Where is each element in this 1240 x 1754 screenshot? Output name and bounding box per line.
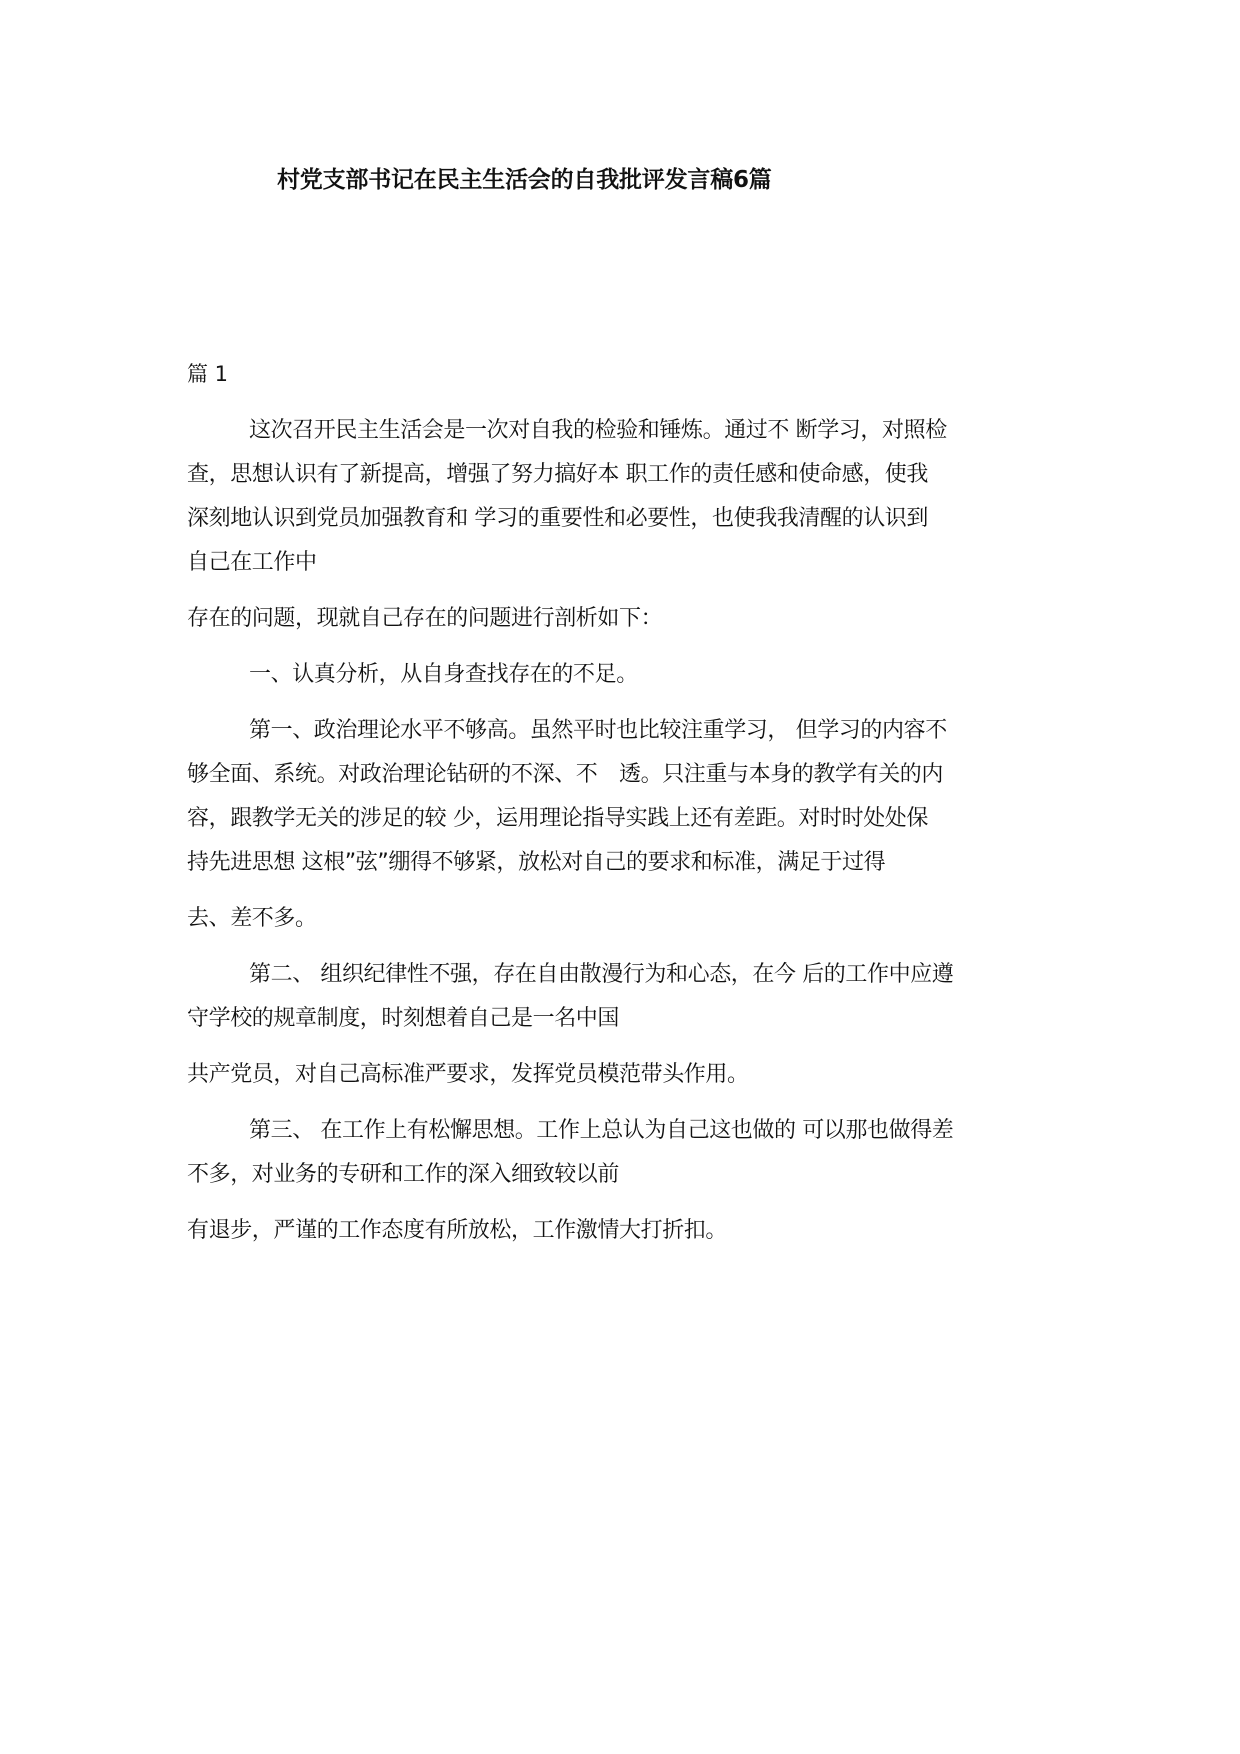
- paragraph-line: 去、差不多。: [187, 906, 317, 931]
- paragraph-line: 共产党员，对自己高标准严要求，发挥党员模范带头作用。: [187, 1062, 749, 1087]
- paragraph-line: 持先进思想 这根”弦”绷得不够紧，放松对自己的要求和标准，满足于过得: [187, 850, 886, 875]
- paragraph-line: 查，思想认识有了新提高，增强了努力搞好本 职工作的责任感和使命感，使我: [187, 462, 928, 487]
- paragraph-first-point-continuation: [187, 897, 1032, 941]
- paragraph-line: 一、认真分析，从自身查找存在的不足。: [249, 662, 638, 687]
- paragraph-line: 第三、 在工作上有松懈思想。工作上总认为自己这也做的 可以那也做得差: [249, 1118, 954, 1143]
- paragraph-continuation: [187, 597, 1032, 641]
- paragraph-line: 这次召开民主生活会是一次对自我的检验和锤炼。通过不 断学习，对照检: [249, 418, 947, 443]
- paragraph-line: 有退步，严谨的工作态度有所放松，工作激情大打折扣。: [187, 1218, 728, 1243]
- paragraph-second-point-continuation: [187, 1053, 1032, 1097]
- paragraph-line: 存在的问题，现就自己存在的问题进行剖析如下：: [187, 606, 663, 631]
- paragraph-third-point-continuation: [187, 1209, 1032, 1253]
- document-title: 村党支部书记在民主生活会的自我批评发言稿6篇: [277, 167, 772, 193]
- paragraph-line: 容，跟教学无关的涉足的较 少，运用理论指导实践上还有差距。对时时处处保: [187, 806, 928, 831]
- paragraph-line: 第二、 组织纪律性不强，存在自由散漫行为和心态，在今 后的工作中应遵: [249, 962, 954, 987]
- paragraph-line: 不多，对业务的专研和工作的深入细致较以前: [187, 1162, 620, 1187]
- paragraph-line: 够全面、系统。对政治理论钻研的不深、不 透。只注重与本身的教学有关的内: [187, 762, 944, 787]
- document-body: [187, 357, 1032, 1253]
- paragraph-intro: [187, 409, 1032, 585]
- paragraph-heading-one: [187, 653, 1032, 697]
- paragraph-line: 第一、政治理论水平不够高。虽然平时也比较注重学习， 但学习的内容不: [249, 718, 947, 743]
- paragraph-line: 自己在工作中: [187, 550, 317, 575]
- paragraph-line: 守学校的规章制度，时刻想着自己是一名中国: [187, 1006, 620, 1031]
- section-label: 篇 1: [187, 362, 229, 386]
- paragraph-first-point: [187, 709, 1032, 885]
- paragraph-second-point: [187, 953, 1032, 1041]
- paragraph-third-point: [187, 1109, 1032, 1197]
- paragraph-line: 深刻地认识到党员加强教育和 学习的重要性和必要性，也使我我清醒的认识到: [187, 506, 928, 531]
